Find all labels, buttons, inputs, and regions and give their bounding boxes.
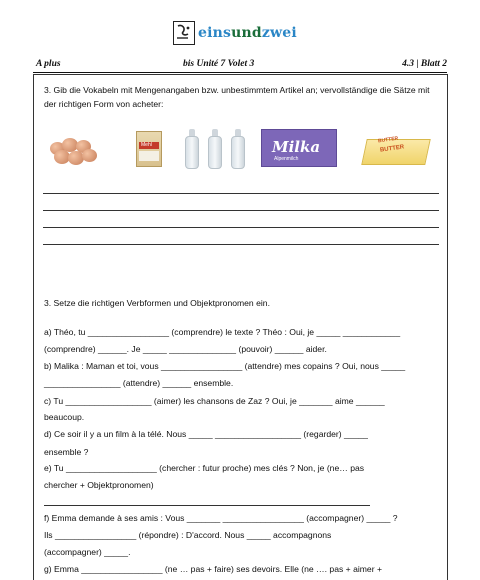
butter-image (360, 133, 432, 167)
answer-line[interactable] (43, 210, 439, 211)
logo-icon (173, 21, 195, 45)
water-bottle-image (208, 129, 222, 169)
chocolate-brand: Milka (272, 138, 321, 156)
sheet-number: 4.3 | Blatt 2 (402, 59, 447, 69)
textbook-title: A plus (36, 59, 61, 69)
chocolate-subtitle: Alpenmilch (274, 156, 299, 162)
header-rule (33, 72, 447, 73)
exercise-line: d) Ce soir il y a un film à la télé. Nous _____ __________________ (regarder) _____ (44, 429, 368, 439)
worksheet-meta (36, 59, 447, 73)
exercise-line: g) Emma _________________ (ne … pas + faire) ses devoirs. Elle (ne …. pas + aimer + (44, 564, 382, 574)
exercise-line: chercher + Objektpronomen) (44, 480, 154, 490)
chocolate-image (261, 129, 337, 167)
answer-line[interactable] (44, 505, 370, 506)
unit-reference: bis Unité 7 Volet 3 (183, 59, 255, 69)
exercise-line: beaucoup. (44, 412, 85, 422)
logo-text-und: und (231, 25, 262, 41)
exercise-line: a) Théo, tu _________________ (comprendre) le texte ? Théo : Oui, je _____ ____________ (44, 327, 401, 337)
task-vocab-instruction: 3. Gib die Vokabeln mit Mengenangaben bzw. unbestimmtem Artikel an; vervollständige die Sätze mit der richtigen Form von acheter: (44, 85, 430, 109)
exercise-line: e) Tu ___________________ (chercher : futur proche) mes clés ? Non, je (ne… pas (44, 463, 365, 473)
exercise-line: f) Emma demande à ses amis : Vous _______ _________________ (accompagner) _____ ? (44, 513, 398, 523)
flour-image (136, 131, 162, 167)
exercise-line: ensemble ? (44, 447, 89, 457)
eggs-image (48, 130, 98, 168)
task-verb-instruction: 3. Setze die richtigen Verbformen und Objektpronomen ein. (44, 298, 270, 308)
water-bottle-image (185, 129, 199, 169)
flour-label: Mehl (141, 142, 152, 148)
answer-line[interactable] (43, 193, 439, 194)
water-bottle-image (231, 129, 245, 169)
exercise-line: c) Tu __________________ (aimer) les chansons de Zaz ? Oui, je _______ aime ______ (44, 396, 385, 406)
exercise-line: b) Malika : Maman et toi, vous _________________ (attendre) mes copains ? Oui, nous _____ (44, 361, 406, 371)
exercise-line: Ils _________________ (répondre) : D'accord. Nous _____ accompagnons (44, 530, 332, 540)
butter-label: BUTTER (379, 144, 405, 154)
logo-text-zwei: zwei (261, 25, 297, 41)
exercise-line: ________________ (attendre) ______ ensemble. (44, 378, 234, 388)
logo-text (198, 25, 297, 41)
answer-line[interactable] (43, 244, 439, 245)
exercise-line: (comprendre) ______. Je _____ ______________ (pouvoir) ______ aider. (44, 344, 327, 354)
answer-line[interactable] (43, 227, 439, 228)
site-logo (173, 18, 297, 48)
butter-label-top: BUTTER (377, 135, 399, 145)
logo-text-eins: eins (198, 25, 232, 41)
exercise-line: (accompagner) _____. (44, 547, 131, 557)
